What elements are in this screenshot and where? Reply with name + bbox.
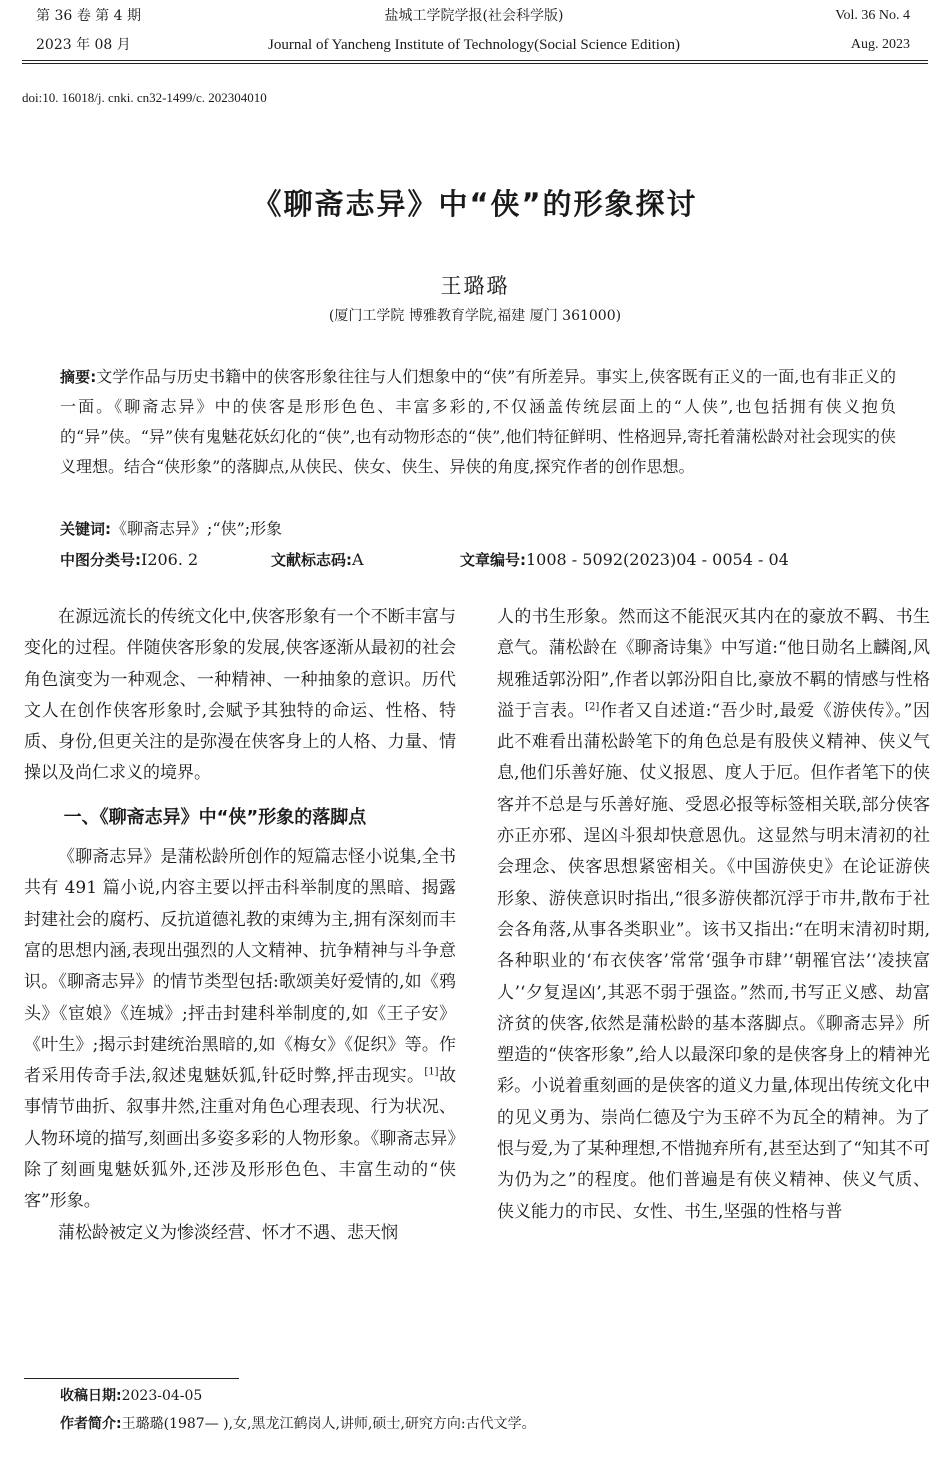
paragraph-text: 作者又自述道:“吾少时,最爱《游侠传》。”因此不难看出蒲松龄笔下的角色总是有股侠义精神、侠义气息,他们乐善好施、仗义报恩、度人于厄。但作者笔下的侠客并不总是与乐善好施、受恩必报等标签相关联,部分侠客亦正亦邪、逞凶斗狠却快意恩仇。这显然与明末清初的社会理念、侠客思想紧密相关。《中国游侠史》在论证游侠形象、游侠意识时指出,“很多游侠都沉浮于市井,散布于社会各角落,从事各类职业”。该书又指出:“在明末清初时期,各种职业的‘布衣侠客’常常‘强争市肆’‘朝罹官法’‘凌挟富人’‘夕复逞凶’,其恶不弱于强盗。”然而,书写正义感、劫富济贫的侠客,依然是蒲松龄的基本落脚点。《聊斋志异》所塑造的“侠客形象”,给人以最深印象的是侠客身上的精神光彩。小说着重刻画的是侠客的道义力量,体现出传统文化中的见义勇为、崇尚仁德及宁为玉碎不为瓦全的精神。为了恨与爱,为了某种理想,不惜抛弃所有,甚至达到了“知其不可为仍为之”的程度。他们普遍是有侠义精神、侠义气质、侠义能力的市民、女性、书生,坚强的性格与普 [497,700,931,1222]
volume-issue-cn: 第 36 卷 第 4 期 [36,8,141,24]
author-name: 王璐璐 [440,274,510,298]
paragraph-text: 故事情节曲折、叙事井然,注重对角色心理表现、行为状况、人物环境的描写,刻画出多姿多彩的人物形象。《聊斋志异》除了刻画鬼魅妖狐外,还涉及形形色色、丰富生动的“侠客”形象。 [24,1066,457,1212]
article-number [460,545,789,575]
journal-name-cn: 盐城工学院学报(社会科学版) [384,8,564,24]
bio-label: 作者简介: [60,1416,122,1432]
article-title: 《聊斋志异》中“侠”的形象探讨 [252,187,698,221]
paragraph: 在源远流长的传统文化中,侠客形象有一个不断丰富与变化的过程。伴随侠客形象的发展,侠客逐渐从最初的社会角色演变为一种观念、一种精神、一种抽象的意识。历代文人在创作侠客形象时,会赋予其独特的命运、性格、特质、身份,但更关注的是弥漫在侠客身上的人格、力量、情操以及尚仁求义的境界。 [24,607,456,784]
header-rule-double [22,63,928,64]
clc-label: 中图分类号: [60,551,141,569]
keywords [60,514,282,544]
footnote-author-bio [60,1414,536,1434]
footnote-received [60,1386,202,1406]
doi: doi:10. 16018/j. cnki. cn32-1499/c. 202304010 [22,90,267,105]
clc-value: I206. 2 [141,550,199,569]
section-heading: 一、《聊斋志异》中“侠”形象的落脚点 [63,806,367,828]
footnote-rule [24,1378,239,1379]
abstract [60,362,896,482]
journal-name-en: Journal of Yancheng Institute of Technology(Social Science Edition) [268,37,680,53]
article-number-label: 文章编号: [460,551,526,569]
citation-ref: [2] [585,701,600,713]
received-label: 收稿日期: [60,1388,122,1404]
bio-text: 王璐璐(1987— ),女,黑龙江鹤岗人,讲师,硕士,研究方向:古代文学。 [121,1416,536,1432]
abstract-label: 摘要: [60,368,97,386]
volume-issue-en: Vol. 36 No. 4 [835,8,910,23]
paragraph [497,602,930,1228]
date-en: Aug. 2023 [850,37,910,52]
document-code-value: A [352,550,364,569]
paragraph [24,842,456,1218]
paragraph: 蒲松龄被定义为惨淡经营、怀才不遇、悲天悯 [58,1222,398,1243]
body-column-right [497,602,930,1228]
paragraph-text: 《聊斋志异》是蒲松龄所创作的短篇志怪小说集,全书共有 491 篇小说,内容主要以抨击科举制度的黑暗、揭露封建社会的腐朽、反抗道德礼教的束缚为主,拥有深刻而丰富的思想内涵,表现出强烈的人文精神、抗争精神与斗争意识。《聊斋志异》的情节类型包括:歌颂美好爱情的,如《鸦头》《宦娘》《连城》;抨击封建科举制度的,如《王子安》《叶生》;揭示封建统治黑暗的,如《梅女》《促织》等。作者采用传奇手法,叙述鬼魅妖狐,针砭时弊,抨击现实。 [24,847,456,1087]
paragraph-text: 人的书生形象。然而这不能泯灭其内在的豪放不羁、书生意气。蒲松龄在《聊斋诗集》中写道:“他日勋名上麟阁,风规雅适郭汾阳”,作者以郭汾阳自比,豪放不羁的情感与性格溢于言表。 [497,607,930,721]
article-number-value: 1008 - 5092(2023)04 - 0054 - 04 [526,550,789,569]
keywords-text: 《聊斋志异》;“侠”;形象 [111,519,283,538]
author-affiliation: (厦门工学院 博雅教育学院,福建 厦门 361000) [328,308,622,324]
header-rule [22,60,928,61]
clc-number [60,545,198,575]
keywords-label: 关键词: [60,520,111,538]
abstract-text: 文学作品与历史书籍中的侠客形象往往与人们想象中的“侠”有所差异。事实上,侠客既有正义的一面,也有非正义的一面。《聊斋志异》中的侠客是形形色色、丰富多彩的,不仅涵盖传统层面上的“人侠”,也包括拥有侠义抱负的“异”侠。“异”侠有鬼魅花妖幻化的“侠”,也有动物形态的“侠”,他们特征鲜明、性格迥异,寄托着蒲松龄对社会现实的侠义理想。结合“侠形象”的落脚点,从侠民、侠女、侠生、异侠的角度,探究作者的创作思想。 [60,367,896,476]
date-cn: 2023 年 08 月 [36,37,131,53]
document-code [271,545,364,575]
body-column-left [24,602,456,1249]
received-date: 2023-04-05 [121,1388,203,1404]
citation-ref: [1] [424,1066,439,1078]
document-code-label: 文献标志码: [271,551,352,569]
